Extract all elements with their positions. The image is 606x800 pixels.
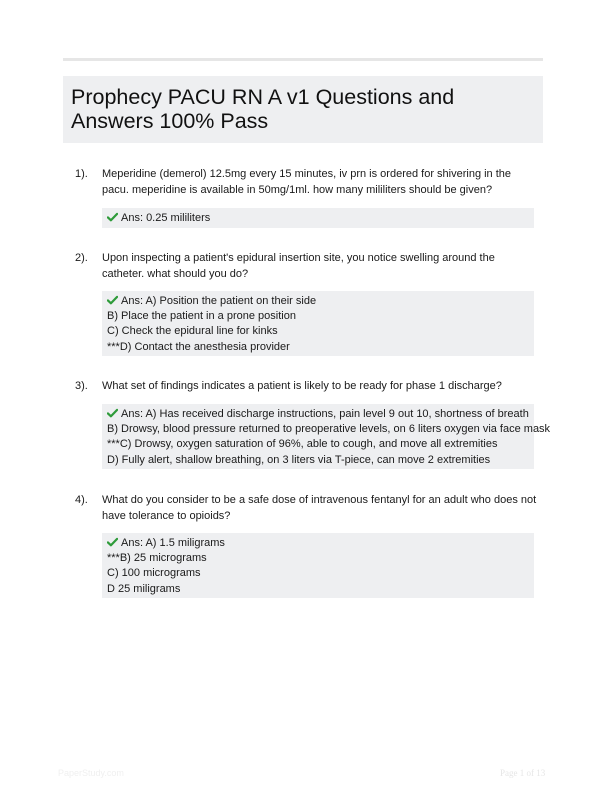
answer-text: Ans: A) Position the patient on their side xyxy=(121,295,317,307)
answer-text: Ans: A) 1.5 miligrams xyxy=(121,537,225,549)
check-icon xyxy=(107,212,118,222)
answer-box-2 xyxy=(102,291,534,356)
answer-box-1 xyxy=(102,208,534,228)
answer-line xyxy=(107,294,529,309)
answer-line: ***B) 25 micrograms xyxy=(107,552,207,565)
check-icon xyxy=(107,408,118,418)
answer-line: B) Drowsy, blood pressure returned to preoperative levels, on 6 liters oxygen via face mask xyxy=(107,423,551,436)
answer-line xyxy=(107,536,529,551)
answer-line: D 25 miligrams xyxy=(107,582,181,595)
footer-site: PaperStudy.com xyxy=(58,768,124,778)
answer-line: D) Fully alert, shallow breathing, on 3 liters via T-piece, can move 2 extremities xyxy=(107,453,491,466)
answer-line: ***D) Contact the anesthesia provider xyxy=(107,340,290,353)
question-text: What set of findings indicates a patient is likely to be ready for phase 1 discharge? xyxy=(102,380,502,392)
answer-line xyxy=(107,407,529,422)
top-rule xyxy=(63,58,543,61)
check-icon xyxy=(107,295,118,305)
answer-text: Ans: 0.25 mililiters xyxy=(121,212,211,224)
answer-box-4 xyxy=(102,533,534,598)
answer-line: C) 100 micrograms xyxy=(107,567,201,580)
question-text: What do you consider to be a safe dose of intravenous fentanyl for an adult who does not have tolerance to opioids? xyxy=(102,494,537,522)
answer-line: C) Check the epidural line for kinks xyxy=(107,325,278,338)
document-title: Prophecy PACU RN A v1 Questions and Answers 100% Pass xyxy=(71,85,455,133)
answer-box-3 xyxy=(102,404,551,469)
check-icon xyxy=(107,537,118,547)
answer-line: ***C) Drowsy, oxygen saturation of 96%, able to cough, and move all extremities xyxy=(107,438,498,451)
question-number: 3). xyxy=(75,380,88,392)
footer-page-number: Page 1 of 13 xyxy=(500,768,546,778)
answer-text: Ans: A) Has received discharge instructions, pain level 9 out 10, shortness of breath xyxy=(121,408,529,420)
question-number: 2). xyxy=(75,252,88,264)
answer-line xyxy=(107,211,529,226)
question-number: 4). xyxy=(75,494,88,506)
answer-line: B) Place the patient in a prone position xyxy=(107,310,296,323)
question-text: Upon inspecting a patient's epidural insertion site, you notice swelling around the catheter. what should you do? xyxy=(102,252,495,280)
question-text: Meperidine (demerol) 12.5mg every 15 minutes, iv prn is ordered for shivering in the pacu. meperidine is available in 50mg/1ml. how many mililiters should be given? xyxy=(102,168,512,196)
question-number: 1). xyxy=(75,168,88,180)
title-box xyxy=(63,76,543,143)
